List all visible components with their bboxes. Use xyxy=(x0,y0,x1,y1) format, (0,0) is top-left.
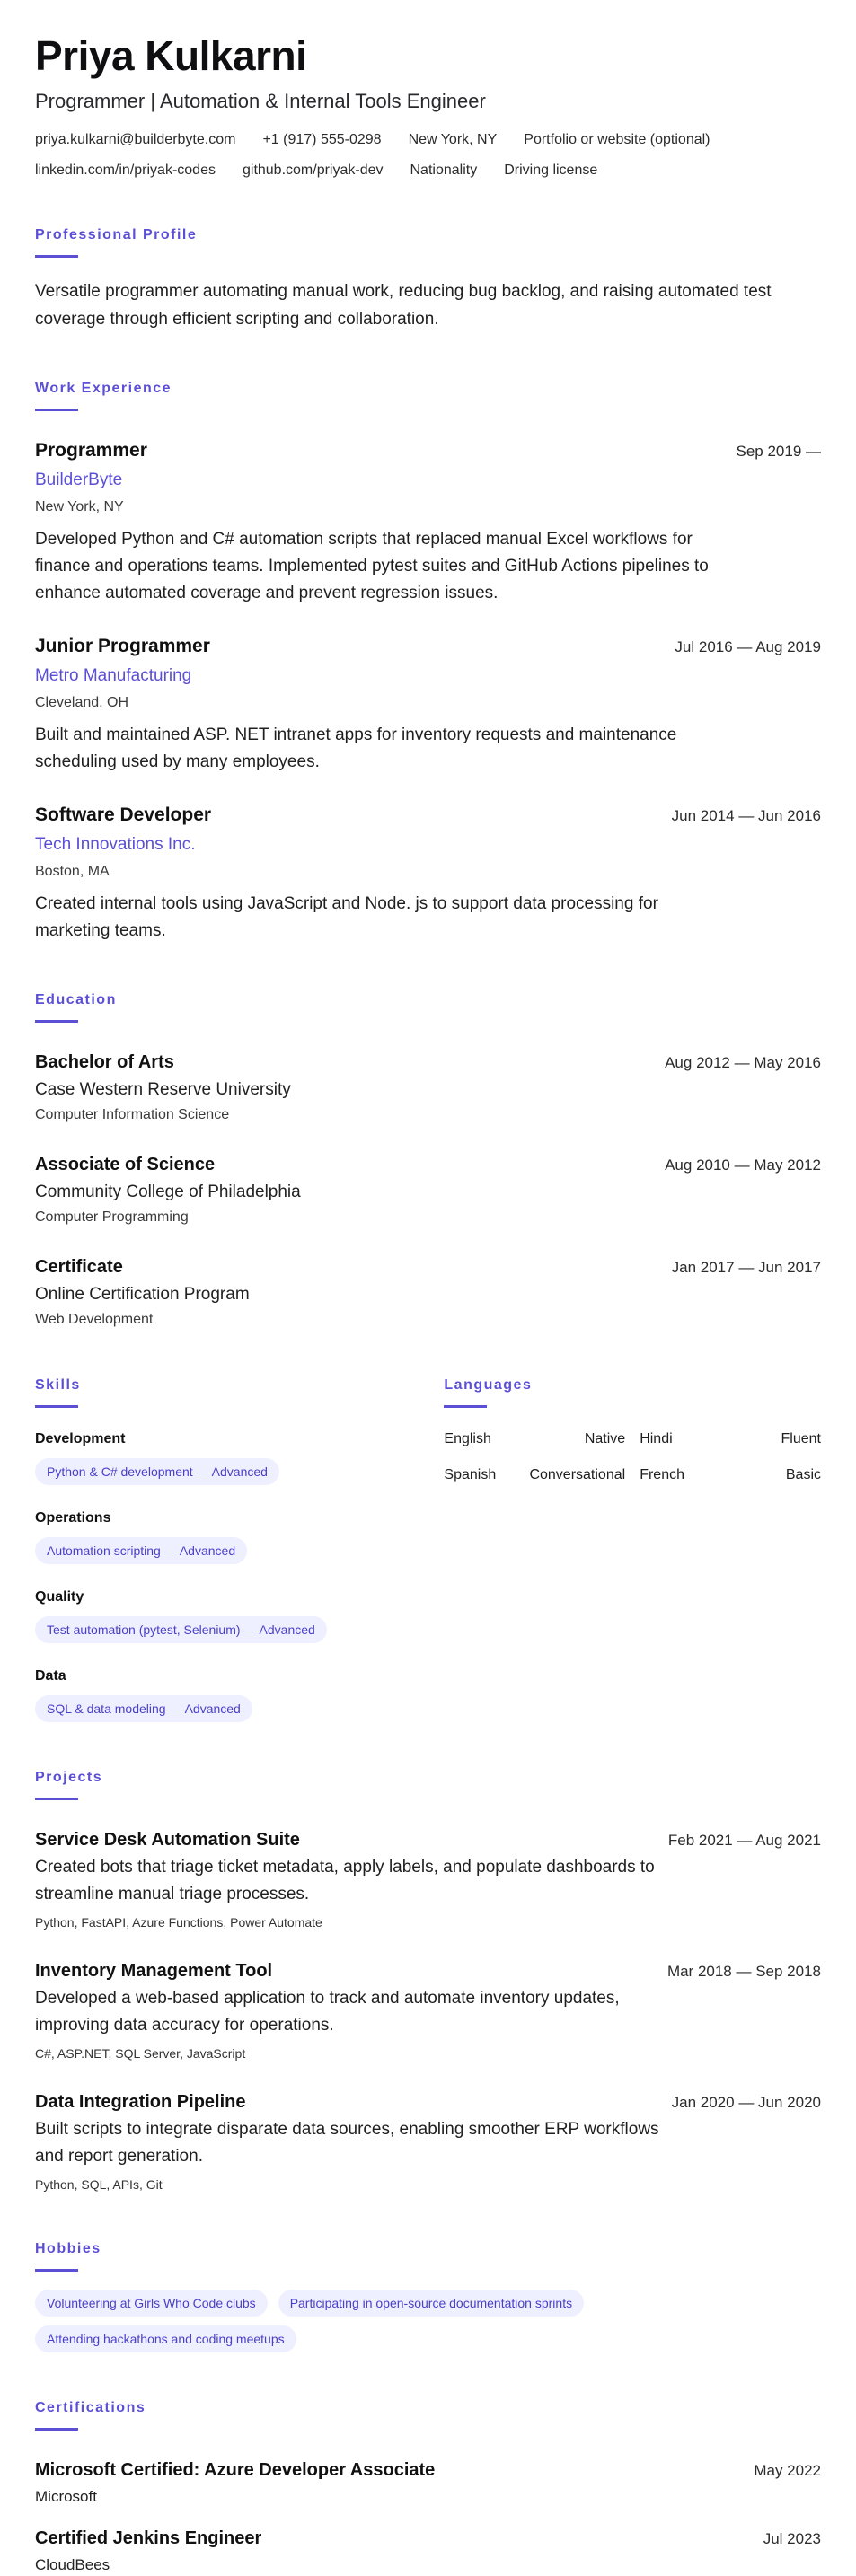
skills-section xyxy=(35,1376,444,1722)
hobby-chip: Participating in open-source documentation sprints xyxy=(278,2290,584,2317)
skill-chip: Test automation (pytest, Selenium) — Advanced xyxy=(35,1616,327,1643)
section-title: Skills xyxy=(35,1377,81,1393)
contact-email: priya.kulkarni@builderbyte.com xyxy=(35,132,236,147)
section-title: Work Experience xyxy=(35,381,172,396)
section-rule xyxy=(35,1798,78,1800)
language-item xyxy=(444,1429,625,1449)
section-rule xyxy=(35,2269,78,2272)
profile-text: Versatile programmer automating manual work, reducing bug backlog, and raising automated test coverage through efficient scripting and collaboration. xyxy=(35,282,772,329)
skill-category: Operations xyxy=(35,1510,111,1525)
section-rule xyxy=(444,1405,487,1408)
job-location: Boston, MA xyxy=(35,864,110,879)
skill-chip: SQL & data modeling — Advanced xyxy=(35,1695,252,1722)
company-name: Tech Innovations Inc. xyxy=(35,835,196,854)
job-title: Programmer xyxy=(35,440,147,461)
skill-group xyxy=(35,1666,444,1722)
job-dates: Jun 2014 — Jun 2016 xyxy=(671,807,821,824)
hobby-chip: Volunteering at Girls Who Code clubs xyxy=(35,2290,268,2317)
section-title: Education xyxy=(35,992,117,1007)
experience-entry xyxy=(35,634,821,776)
project-entry xyxy=(35,1958,821,2062)
section-title: Certifications xyxy=(35,2400,146,2415)
field-of-study: Web Development xyxy=(35,1312,154,1327)
section-rule xyxy=(35,409,78,411)
project-name: Service Desk Automation Suite xyxy=(35,1830,300,1850)
hobbies-section xyxy=(35,2240,821,2352)
experience-entry xyxy=(35,438,821,607)
experience-entry xyxy=(35,803,821,945)
skill-chip: Python & C# development — Advanced xyxy=(35,1458,279,1485)
project-name: Data Integration Pipeline xyxy=(35,2092,246,2112)
language-name: English xyxy=(444,1431,491,1446)
job-description: Developed Python and C# automation scripts that replaced manual Excel workflows for finance and operations teams. Implemented pytest suites and GitHub Actions pipelines to enhance automated coverage and prevent regression issues. xyxy=(35,530,709,602)
contact-github: github.com/priyak-dev xyxy=(242,163,384,178)
field-of-study: Computer Information Science xyxy=(35,1107,230,1122)
contact-phone: +1 (917) 555-0298 xyxy=(262,132,382,147)
section-title: Languages xyxy=(444,1377,533,1393)
headline: Programmer | Automation & Internal Tools Engineer xyxy=(35,90,486,112)
certification-entry xyxy=(35,2457,821,2508)
language-item xyxy=(444,1465,625,1485)
contact-location: New York, NY xyxy=(408,132,498,147)
certification-issuer: CloudBees xyxy=(35,2556,110,2573)
profile-section xyxy=(35,226,821,333)
certification-name: Certified Jenkins Engineer xyxy=(35,2528,262,2548)
school-name: Case Western Reserve University xyxy=(35,1080,291,1099)
job-description: Built and maintained ASP. NET intranet apps for inventory requests and maintenance scheduling used by many employees. xyxy=(35,725,677,771)
project-name: Inventory Management Tool xyxy=(35,1961,273,1981)
section-rule xyxy=(35,1405,78,1408)
contact-portfolio: Portfolio or website (optional) xyxy=(524,132,710,147)
section-title: Hobbies xyxy=(35,2241,101,2256)
school-name: Online Certification Program xyxy=(35,1285,250,1304)
certifications-section xyxy=(35,2399,821,2576)
contact-linkedin: linkedin.com/in/priyak-codes xyxy=(35,163,216,178)
project-tech: Python, FastAPI, Azure Functions, Power Automate xyxy=(35,1915,322,1930)
skill-chip: Automation scripting — Advanced xyxy=(35,1537,247,1564)
language-level: Fluent xyxy=(781,1431,821,1446)
degree: Associate of Science xyxy=(35,1155,216,1174)
job-description: Created internal tools using JavaScript and Node. js to support data processing for marketing teams. xyxy=(35,894,658,940)
field-of-study: Computer Programming xyxy=(35,1209,189,1225)
language-name: Hindi xyxy=(640,1431,673,1446)
job-title: Software Developer xyxy=(35,804,212,825)
section-rule xyxy=(35,1020,78,1023)
skill-category: Data xyxy=(35,1668,66,1684)
languages-section xyxy=(444,1376,821,1722)
project-entry xyxy=(35,2089,821,2194)
skill-group xyxy=(35,1508,444,1564)
education-entry xyxy=(35,1050,821,1125)
education-dates: Aug 2010 — May 2012 xyxy=(665,1156,821,1174)
project-description: Created bots that triage ticket metadata, apply labels, and populate dashboards to streamline manual triage processes. xyxy=(35,1858,655,1903)
skill-group xyxy=(35,1587,444,1643)
skill-category: Development xyxy=(35,1431,126,1446)
contact-list xyxy=(35,131,825,180)
job-title: Junior Programmer xyxy=(35,636,210,656)
education-dates: Aug 2012 — May 2016 xyxy=(665,1054,821,1071)
certification-date: May 2022 xyxy=(754,2462,821,2479)
hobby-chip: Attending hackathons and coding meetups xyxy=(35,2325,296,2352)
language-level: Conversational xyxy=(529,1467,626,1482)
language-item xyxy=(640,1429,821,1449)
hobby-chips xyxy=(35,2290,825,2352)
skill-group xyxy=(35,1429,444,1485)
school-name: Community College of Philadelphia xyxy=(35,1182,301,1201)
degree: Bachelor of Arts xyxy=(35,1052,174,1072)
contact-nationality: Nationality xyxy=(410,163,478,178)
language-item xyxy=(640,1465,821,1485)
skills-languages-row xyxy=(35,1376,821,1722)
company-name: Metro Manufacturing xyxy=(35,666,192,685)
company-name: BuilderByte xyxy=(35,470,123,489)
project-dates: Mar 2018 — Sep 2018 xyxy=(666,1963,821,1980)
certification-entry xyxy=(35,2526,821,2576)
language-level: Basic xyxy=(785,1467,821,1482)
certification-issuer: Microsoft xyxy=(35,2488,97,2505)
project-tech: C#, ASP.NET, SQL Server, JavaScript xyxy=(35,2046,246,2061)
degree: Certificate xyxy=(35,1257,123,1277)
section-rule xyxy=(35,2428,78,2431)
project-description: Built scripts to integrate disparate data sources, enabling smoother ERP workflows and report generation. xyxy=(35,2120,659,2166)
certification-name: Microsoft Certified: Azure Developer Associate xyxy=(35,2460,436,2480)
job-location: New York, NY xyxy=(35,499,124,514)
job-dates: Sep 2019 — xyxy=(736,443,821,460)
section-rule xyxy=(35,255,78,258)
education-entry xyxy=(35,1152,821,1227)
project-tech: Python, SQL, APIs, Git xyxy=(35,2177,163,2192)
job-dates: Jul 2016 — Aug 2019 xyxy=(675,638,821,655)
project-dates: Feb 2021 — Aug 2021 xyxy=(667,1832,821,1849)
education-dates: Jan 2017 — Jun 2017 xyxy=(671,1259,821,1276)
education-entry xyxy=(35,1254,821,1330)
certification-date: Jul 2023 xyxy=(763,2530,821,2547)
language-level: Native xyxy=(584,1431,626,1446)
contact-driving-license: Driving license xyxy=(504,163,598,178)
projects-section xyxy=(35,1769,821,2194)
language-grid xyxy=(444,1429,821,1485)
language-name: French xyxy=(640,1467,684,1482)
section-title: Professional Profile xyxy=(35,227,198,242)
education-section xyxy=(35,991,821,1330)
project-description: Developed a web-based application to track and automate inventory updates, improving data accuracy for operations. xyxy=(35,1989,620,2035)
language-name: Spanish xyxy=(444,1467,497,1482)
skill-category: Quality xyxy=(35,1589,84,1605)
job-location: Cleveland, OH xyxy=(35,695,129,710)
project-dates: Jan 2020 — Jun 2020 xyxy=(671,2094,821,2111)
section-title: Projects xyxy=(35,1770,103,1785)
project-entry xyxy=(35,1827,821,1931)
candidate-name: Priya Kulkarni xyxy=(35,32,307,79)
experience-section xyxy=(35,380,821,945)
